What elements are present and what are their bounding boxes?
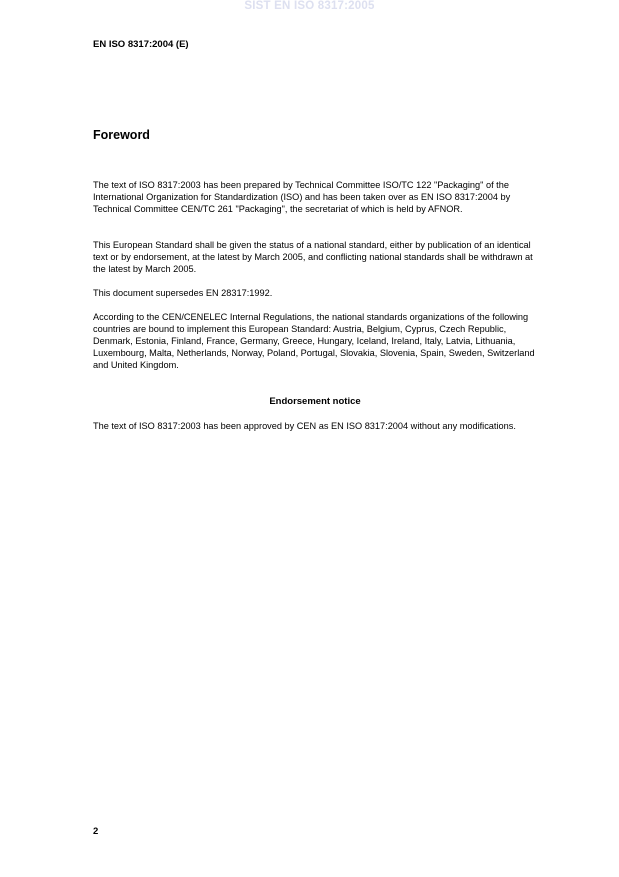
endorsement-heading: Endorsement notice [269,396,361,407]
endorsement-text: The text of ISO 8317:2003 has been approved by CEN as EN ISO 8317:2004 without any modifications. [93,421,516,431]
foreword-paragraph-4: According to the CEN/CENELEC Internal Regulations, the national standards organizations of the following countries are bound to implement this European Standard: Austria, Belgium, Cyprus, Czech Republic, Denmark, Estonia, Finland, France, Germany, Greece, Hungary, Iceland, Ireland, Italy, Latvia, Lithuania, Luxembourg, Malta, Netherlands, Norway, Poland, Portugal, Slovakia, Slovenia, Spain, Sweden, Switzerland and United Kingdom. [93,312,535,371]
watermark: SIST EN ISO 8317:2005 [244,0,375,12]
page-title: Foreword [93,128,150,142]
document-code: EN ISO 8317:2004 (E) [93,39,189,50]
foreword-paragraph-1: The text of ISO 8317:2003 has been prepared by Technical Committee ISO/TC 122 "Packaging" of the International Organization for Standardization (ISO) and has been taken over as EN ISO 8317:2004 by Technical Committee CEN/TC 261 "Packaging", the secretariat of which is held by AFNOR. [93,180,511,215]
page-number: 2 [93,826,99,837]
foreword-paragraph-3: This document supersedes EN 28317:1992. [93,288,273,298]
foreword-paragraph-2: This European Standard shall be given the status of a national standard, either by publication of an identical text or by endorsement, at the latest by March 2005, and conflicting national standards shall be withdrawn at the latest by March 2005. [93,240,533,275]
